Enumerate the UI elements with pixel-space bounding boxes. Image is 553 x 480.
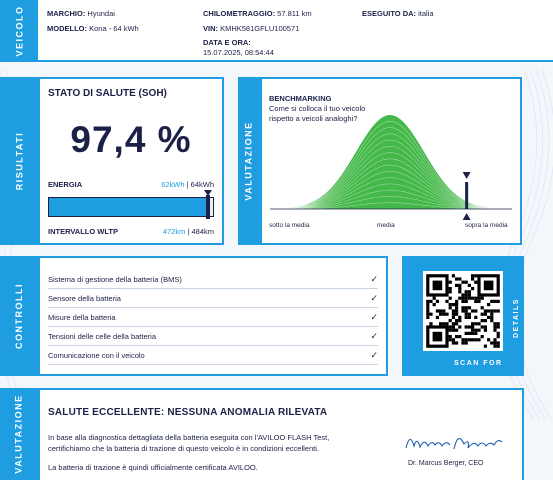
control-item-cell-voltages: Tensioni delle celle della batteria ✓ — [48, 327, 378, 346]
check-icon: ✓ — [370, 273, 378, 284]
performed-field: ESEGUITO DA: italia — [362, 9, 434, 18]
benchmark-marker — [465, 182, 468, 209]
results-tab: RISULTATI — [0, 77, 38, 245]
summary-paragraph-2: La batteria di trazione è quindi ufficialmente certificata AVILOO. — [48, 463, 258, 472]
check-icon: ✓ — [370, 349, 378, 360]
summary-panel — [38, 388, 524, 480]
control-item-sensor: Sensore della batteria ✓ — [48, 289, 378, 308]
vehicle-tab: VEICOLO — [0, 0, 38, 62]
vin-field: VIN: KMHK581GFLU100571 — [203, 24, 300, 33]
soh-value: 97,4 % — [70, 119, 192, 160]
benchmark-tab: VALUTAZIONE — [238, 77, 260, 245]
brand-field: MARCHIO: Hyundai — [47, 9, 115, 18]
benchmark-question: Come si colloca il tuo veicolo rispetto a veicoli analoghi? — [269, 104, 366, 123]
energy-bar-fill — [49, 198, 208, 216]
summary-paragraph-1: In base alla diagnostica dettagliata della batteria eseguita con l'AVILOO FLASH Test, certifichiamo che la batteria di trazione di questo veicolo è in condizioni eccellenti. — [48, 433, 330, 453]
date-field: DATA E ORA: 15.07.2025, 08:54:44 — [203, 38, 274, 57]
signature-icon — [402, 428, 512, 458]
energy-label: ENERGIA — [48, 180, 83, 189]
mileage-field: CHILOMETRAGGIO: 57.811 km — [203, 9, 312, 18]
wltp-label: INTERVALLO WLTP — [48, 227, 118, 236]
soh-panel — [38, 77, 224, 245]
benchmark-panel — [260, 77, 522, 245]
controls-tab: CONTROLLI — [0, 256, 38, 376]
control-item-measures: Misure della batteria ✓ — [48, 308, 378, 327]
qr-panel[interactable] — [402, 256, 524, 376]
qr-scan-label: SCAN FOR — [454, 360, 503, 367]
signer-name: Dr. Marcus Berger, CEO — [408, 460, 484, 467]
benchmark-pointer-top-icon — [463, 172, 471, 179]
controls-panel — [38, 256, 388, 376]
energy-bar — [48, 197, 214, 217]
benchmark-pointer-bottom-icon — [463, 213, 471, 220]
soh-title: STATO DI SALUTE (SOH) — [48, 88, 167, 99]
check-icon: ✓ — [370, 311, 378, 322]
qr-code-icon[interactable] — [423, 271, 503, 351]
benchmark-title: BENCHMARKING — [269, 94, 332, 103]
model-field: MODELLO: Kona - 64 kWh — [47, 24, 139, 33]
axis-label-high: sopra la media — [465, 222, 508, 229]
energy-bar-pointer-icon — [204, 190, 212, 196]
qr-details-label: DETAILS — [513, 298, 520, 338]
control-item-communication: Comunicazione con il veicolo ✓ — [48, 346, 378, 365]
axis-label-low: sotto la media — [269, 222, 310, 229]
energy-bar-marker — [206, 195, 210, 219]
check-icon: ✓ — [370, 292, 378, 303]
check-icon: ✓ — [370, 330, 378, 341]
summary-tab: VALUTAZIONE — [0, 388, 38, 480]
summary-title: SALUTE ECCELLENTE: NESSUNA ANOMALIA RILEVATA — [48, 407, 328, 418]
wltp-value: 472km | 484km — [162, 227, 214, 236]
vehicle-info-panel — [0, 0, 553, 62]
control-item-bms: Sistema di gestione della batteria (BMS) ✓ — [48, 270, 378, 289]
energy-value: 62kWh | 64kWh — [161, 180, 214, 189]
bell-curve-area — [270, 115, 512, 209]
axis-label-mid: media — [377, 222, 395, 229]
